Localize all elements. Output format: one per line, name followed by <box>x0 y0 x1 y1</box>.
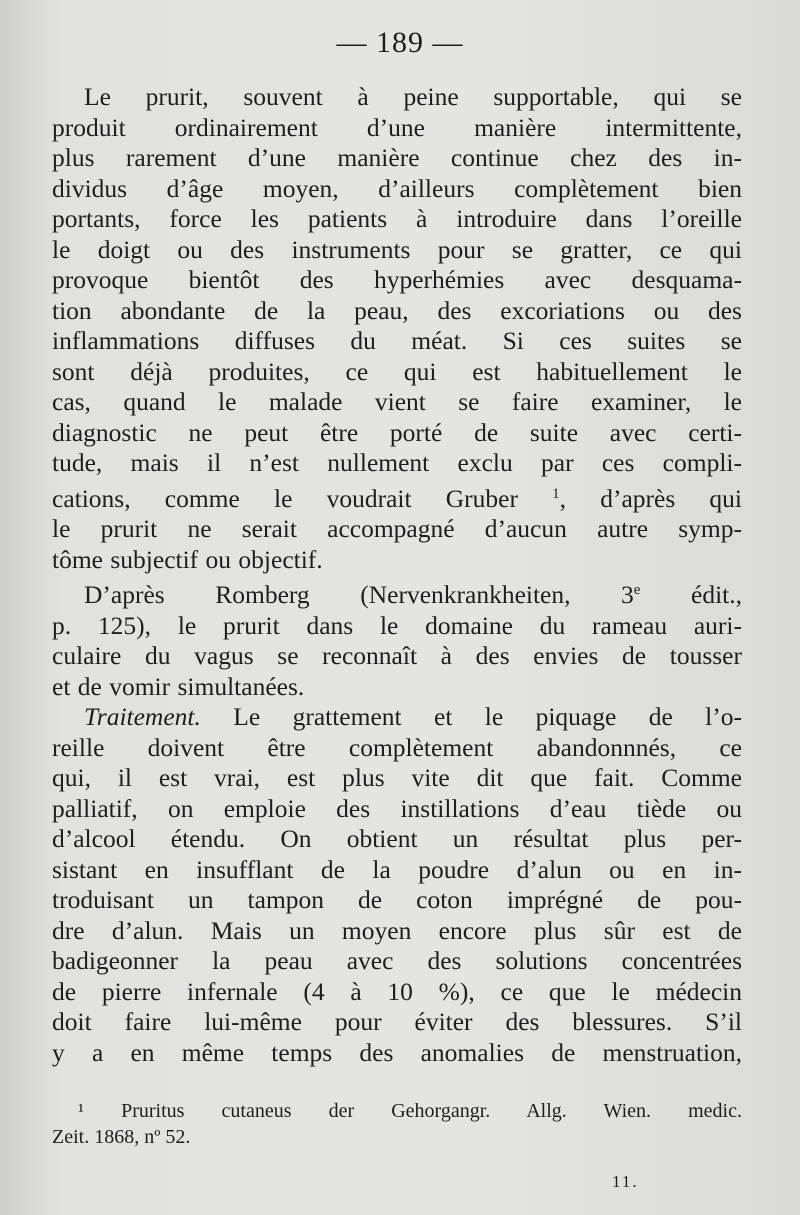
body-text <box>52 82 742 1068</box>
text-line: provoque bientôt des hyperhémies avec desquama- <box>52 265 742 294</box>
text-line: tude, mais il n’est nullement exclu par ces compli- <box>52 448 742 477</box>
page-number: — 189 — <box>336 26 464 59</box>
text-line: palliatif, on emploie des instillations d’eau tiède ou <box>52 793 742 823</box>
text-line: doit faire lui-même pour éviter des blessures. S’il <box>52 1007 742 1036</box>
footnote-line: Zeit. 1868, nº 52. <box>52 1126 191 1148</box>
text-line-with-italic-lead <box>52 702 742 733</box>
text-line: sont déjà produites, ce qui est habituellement le <box>52 356 742 386</box>
footnote-line: ¹ Pruritus cutaneus der Gehorgangr. Allg. Wien. medic. <box>78 1100 742 1122</box>
text-line: culaire du vagus se reconnaît à des envies de tousser <box>52 641 742 670</box>
text-line: diagnostic ne peut être porté de suite avec certi- <box>52 417 742 447</box>
superscript: e <box>633 582 641 598</box>
text-fragment: cations, comme le voudrait Gruber <box>52 483 518 513</box>
text-line: tion abondante de la peau, des excoriations ou des <box>52 295 742 325</box>
text-fragment: Le grattement et le piquage de l’o- <box>200 702 742 731</box>
text-line: portants, force les patients à introduire dans l’oreille <box>52 204 742 233</box>
text-line: et de vomir simultanées. <box>52 671 305 701</box>
footnote-reference: 1 <box>552 485 560 502</box>
text-line: le doigt ou des instruments pour se gratter, ce qui <box>52 234 742 264</box>
text-line: de pierre infernale (4 à 10 %), ce que le médecin <box>52 976 742 1006</box>
text-line: cas, quand le malade vient se faire examiner, le <box>52 387 742 416</box>
text-line: reille doivent être complètement abandonnnés, ce <box>52 732 742 762</box>
text-line: p. 125), le prurit dans le domaine du rameau auri- <box>52 610 742 640</box>
italic-heading: Traitement. <box>84 702 201 731</box>
text-line: d’alcool étendu. On obtient un résultat plus per- <box>52 824 742 853</box>
text-line: produit ordinairement d’une manière intermittente, <box>52 112 742 142</box>
text-line: y a en même temps des anomalies de menstruation, <box>52 1037 742 1067</box>
text-line: le prurit ne serait accompagné d’aucun autre symp- <box>52 514 742 543</box>
text-line-with-footnote-ref <box>52 479 742 515</box>
text-line: inflammations diffuses du méat. Si ces suites se <box>52 326 742 355</box>
text-line: Le prurit, souvent à peine supportable, qui se <box>84 82 742 111</box>
text-line: tôme subjectif ou objectif. <box>52 544 323 574</box>
text-line: dividus d’âge moyen, d’ailleurs complètement bien <box>52 173 742 203</box>
text-line-with-superscript <box>52 575 742 611</box>
text-line: plus rarement d’une manière continue chez des in- <box>52 143 742 172</box>
text-line: sistant en insufflant de la poudre d’alun ou en in- <box>52 854 742 884</box>
text-line: qui, il est vrai, est plus vite dit que fait. Comme <box>52 763 742 792</box>
text-line: badigeonner la peau avec des solutions concentrées <box>52 946 742 975</box>
text-fragment: édit., <box>640 580 742 609</box>
text-fragment: D’après Romberg (Nervenkrankheiten, 3 <box>84 580 634 609</box>
text-line: dre d’alun. Mais un moyen encore plus sûr est de <box>52 915 742 945</box>
signature-mark: 11. <box>612 1172 639 1191</box>
footnotes <box>52 1098 742 1150</box>
text-line: troduisant un tampon de coton imprégné de pou- <box>52 885 742 914</box>
text-fragment: , d’après qui <box>559 483 743 513</box>
